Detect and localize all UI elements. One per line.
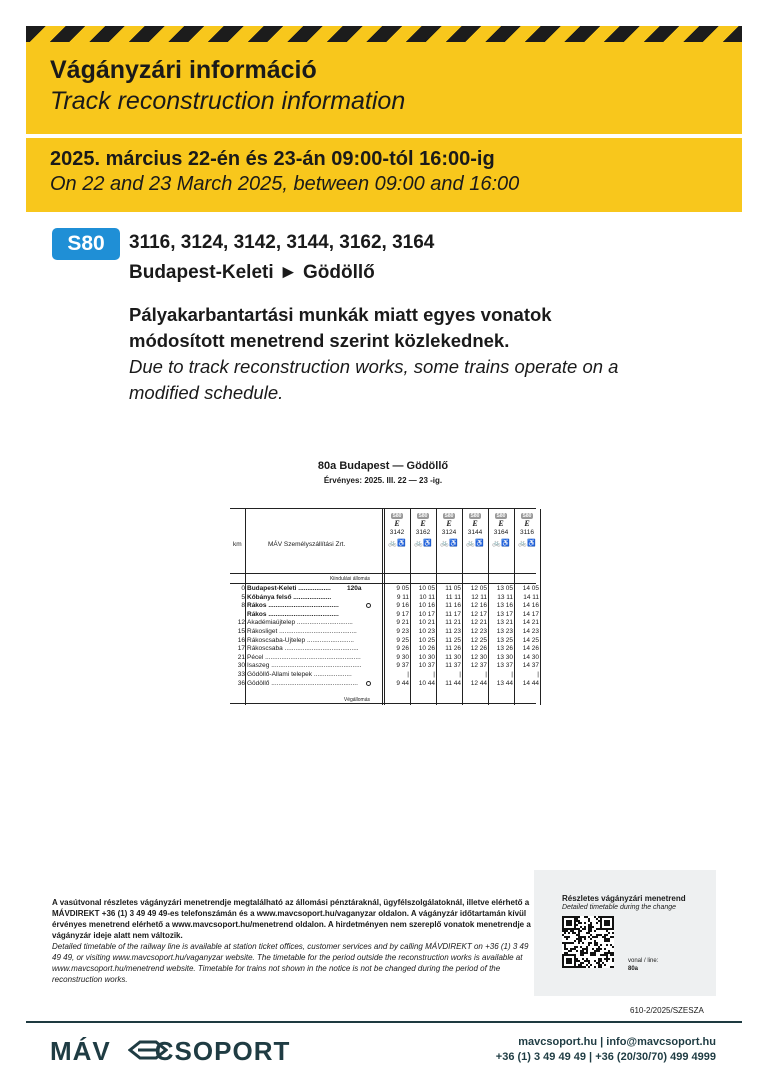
table-hline <box>230 583 536 584</box>
table-row <box>230 653 539 662</box>
row-station: Rákos ....................................... <box>247 610 339 618</box>
table-row <box>230 602 539 610</box>
qr-code[interactable] <box>562 916 614 968</box>
line-value: 80a <box>628 966 639 972</box>
train-column-header <box>462 512 488 551</box>
detail-box-subtitle: Detailed timetable during the change <box>562 904 677 911</box>
row-time: 9 37 <box>396 662 409 670</box>
row-time: 10 26 <box>418 645 435 653</box>
notice-en: Due to track reconstruction works, some trains operate on a modified schedule. <box>129 356 619 403</box>
express-mark: E <box>498 519 504 528</box>
express-mark: E <box>394 519 400 528</box>
table-row <box>230 636 539 645</box>
row-time: 12 44 <box>470 679 487 687</box>
line-label: vonal / line: <box>628 958 659 964</box>
row-time: 14 25 <box>522 636 539 644</box>
line-badge: S80 <box>52 228 120 260</box>
title-en: Track reconstruction information <box>50 87 406 115</box>
table-row <box>230 619 539 627</box>
row-time: 12 05 <box>470 585 487 592</box>
route-direction: Budapest-Keleti ► Gödöllő <box>129 262 375 283</box>
row-time: 13 21 <box>496 619 513 627</box>
express-mark: E <box>446 519 452 528</box>
row-km: 33 <box>237 671 245 678</box>
row-time: 13 05 <box>496 585 513 592</box>
row-time: 13 23 <box>496 628 513 635</box>
row-time: 14 44 <box>522 679 539 687</box>
row-time: 14 30 <box>522 653 539 661</box>
train-number: 3162 <box>415 529 431 536</box>
table-hline <box>230 573 536 574</box>
contact-phone: +36 (1) 3 49 49 49 | +36 (20/30/70) 499 4999 <box>495 1051 716 1063</box>
timetable-title: 80a Budapest — Gödöllő <box>317 460 449 472</box>
title-hu: Vágányzári információ <box>50 56 317 84</box>
bike-accessible-icon: 🚲♿ <box>492 540 510 547</box>
row-time: 12 30 <box>470 653 487 661</box>
timetable <box>230 508 539 704</box>
row-time: 12 17 <box>470 610 487 618</box>
row-station: Isaszeg .................................................. <box>247 662 362 670</box>
train-column-header <box>410 512 436 551</box>
row-time: 11 11 <box>445 593 461 601</box>
train-number: 3144 <box>467 529 483 536</box>
timetable-validity: Érvényes: 2025. III. 22 — 23 -ig. <box>323 476 443 485</box>
row-time: 14 26 <box>522 645 539 653</box>
row-time: 13 37 <box>496 662 513 670</box>
row-time: 10 23 <box>418 628 435 635</box>
train-column-header <box>488 512 514 551</box>
row-time: | <box>537 671 539 678</box>
row-time: 10 05 <box>418 585 435 592</box>
express-mark: E <box>420 519 426 528</box>
end-station-label: Végállomás <box>343 697 370 703</box>
bike-accessible-icon: 🚲♿ <box>466 540 484 547</box>
table-row <box>230 610 539 619</box>
station-circle-icon <box>366 681 371 686</box>
row-time: 12 37 <box>470 662 487 670</box>
date-en: On 22 and 23 March 2025, between 09:00 and 16:00 <box>50 173 520 195</box>
row-time: 11 21 <box>445 619 461 627</box>
row-time: 13 30 <box>496 653 513 661</box>
row-time: 13 16 <box>496 602 513 610</box>
row-time: 10 16 <box>418 602 435 610</box>
train-number: 3142 <box>389 529 405 536</box>
row-km: 16 <box>237 636 245 644</box>
mav-logo <box>50 1036 290 1067</box>
table-row <box>230 593 539 602</box>
company-header: MÁV Személyszállítási Zrt. <box>268 541 346 548</box>
row-station: Akadémiaújtelep ............................... <box>247 619 353 627</box>
row-time: 9 30 <box>396 653 409 661</box>
row-ref: 120a <box>347 585 362 592</box>
row-time: 14 21 <box>522 619 539 627</box>
table-vline <box>540 509 541 705</box>
train-column-header <box>436 512 462 551</box>
row-time: 11 44 <box>445 679 461 687</box>
row-time: 10 30 <box>418 653 435 661</box>
table-row <box>230 671 539 679</box>
row-time: 12 21 <box>470 619 487 627</box>
footer-info-hu: A vasútvonal részletes vágányzári menetrendje megtalálható az állomási pénztáraknál, ügyfélszolgálatoknál, illetve elérhető a MÁVDIREKT +36 (1) 3 49 49 49-es telefonszámán és a www.mavcsoport.hu/vaganyzar oldalon. A vágányzár időtartamán kívül érvényes menetrend elérhető a www.mavcsoport.hu/menetrend oldalon. A hirdetményen nem szereplő vonatok menetrendje a vágányzár ideje alatt nem változik. <box>52 898 531 940</box>
km-header: km <box>233 541 242 548</box>
row-time: 14 16 <box>522 602 539 610</box>
row-time: 9 25 <box>396 636 409 644</box>
row-time: 10 17 <box>418 610 435 618</box>
row-km: 5 <box>241 593 245 601</box>
row-station: Rákos ....................................... <box>247 602 339 610</box>
row-km: 8 <box>241 602 245 610</box>
row-time: | <box>459 671 461 678</box>
row-time: 13 25 <box>496 636 513 644</box>
title-banner <box>26 42 742 134</box>
footer-info-en: Detailed timetable of the railway line is available at station ticket offices, customer services and by calling MÁVDIREKT on +36 (1) 3 49 49 49, or visiting www.mavcsoport.hu/vaganyzar website. The timetable for the period outside the reconstruction works is available at www.mavcsoport.hu/menetrend website. Timetable for trains not shown in the notice is not be changed during the period of the reconstruction works. <box>52 942 529 984</box>
row-time: | <box>433 671 435 678</box>
row-time: 9 21 <box>396 619 409 627</box>
row-time: 11 23 <box>445 628 461 635</box>
row-km: 30 <box>237 662 245 670</box>
row-km: 0 <box>241 585 245 592</box>
contact-web: mavcsoport.hu | info@mavcsoport.hu <box>518 1036 716 1048</box>
detail-box-title: Részletes vágányzári menetrend <box>562 894 686 903</box>
train-label: S80 <box>418 513 428 519</box>
logo-left: MÁV <box>50 1036 111 1066</box>
row-time: 13 17 <box>496 610 513 618</box>
row-time: 9 11 <box>396 593 409 601</box>
train-number: 3124 <box>441 529 457 536</box>
row-time: 11 37 <box>445 662 461 670</box>
row-station: Rákoscsaba-Újtelep .......................... <box>247 636 354 644</box>
table-row <box>230 628 539 636</box>
row-time: 10 37 <box>418 662 435 670</box>
row-time: 11 17 <box>445 610 461 618</box>
logo-right: CSOPORT <box>154 1036 291 1066</box>
row-time: 11 05 <box>445 585 461 592</box>
train-label: S80 <box>444 513 454 519</box>
bike-accessible-icon: 🚲♿ <box>440 540 458 547</box>
row-time: 14 05 <box>522 585 539 592</box>
row-time: 9 26 <box>396 645 409 653</box>
row-station: Gödöllő-Állami telepek ..................... <box>247 671 352 678</box>
row-km: 36 <box>237 679 245 687</box>
row-time: 10 44 <box>418 679 435 687</box>
table-row <box>230 662 539 670</box>
train-column-header <box>384 512 410 551</box>
table-row <box>230 645 539 653</box>
row-time: 13 11 <box>497 593 513 601</box>
row-km: 21 <box>237 653 245 661</box>
row-time: 11 26 <box>445 645 461 653</box>
notice <box>129 302 649 406</box>
row-km: 12 <box>237 619 245 627</box>
table-row <box>230 585 539 593</box>
train-label: S80 <box>496 513 506 519</box>
row-time: 11 30 <box>445 653 461 661</box>
row-time: 13 44 <box>496 679 513 687</box>
row-time: 9 05 <box>396 585 409 592</box>
date-hu: 2025. március 22-én és 23-án 09:00-tól 16:00-ig <box>50 148 495 170</box>
row-station: Rákosliget ........................................... <box>247 628 357 635</box>
row-station: Kőbánya felső ..................... <box>247 593 332 601</box>
start-station-label: Kiindulási állomás <box>329 576 370 582</box>
hazard-stripes <box>26 26 742 42</box>
station-circle-icon <box>366 603 371 608</box>
row-time: | <box>511 671 513 678</box>
row-time: 12 25 <box>470 636 487 644</box>
row-time: 10 11 <box>419 593 435 601</box>
row-time: 9 16 <box>396 602 409 610</box>
row-time: | <box>407 671 409 678</box>
footer-divider <box>26 1021 742 1023</box>
row-time: 9 44 <box>396 679 409 687</box>
logo-mark-icon <box>128 1038 168 1062</box>
row-time: 9 17 <box>396 610 409 618</box>
express-mark: E <box>472 519 478 528</box>
bike-accessible-icon: 🚲♿ <box>414 540 432 547</box>
train-number: 3164 <box>493 529 509 536</box>
train-label: S80 <box>470 513 480 519</box>
row-time: 10 25 <box>418 636 435 644</box>
row-time: 12 11 <box>471 593 487 601</box>
row-time: 11 16 <box>445 602 461 610</box>
train-numbers: 3116, 3124, 3142, 3144, 3162, 3164 <box>129 232 435 253</box>
row-time: 12 26 <box>470 645 487 653</box>
train-column-header <box>514 512 540 551</box>
date-banner <box>26 138 742 212</box>
row-time: | <box>485 671 487 678</box>
bike-accessible-icon: 🚲♿ <box>388 540 406 547</box>
row-km: 15 <box>237 628 245 635</box>
footer-info <box>52 897 532 985</box>
row-time: 14 23 <box>522 628 539 635</box>
row-station: Gödöllő ................................................ <box>247 679 358 687</box>
express-mark: E <box>524 519 530 528</box>
row-time: 11 25 <box>445 636 461 644</box>
notice-hu: Pályakarbantartási munkák miatt egyes vonatok módosított menetrend szerint közlekednek. <box>129 304 552 351</box>
row-km: 17 <box>237 645 245 653</box>
train-label: S80 <box>522 513 532 519</box>
row-time: 14 11 <box>523 593 539 601</box>
train-label: S80 <box>392 513 402 519</box>
row-time: 14 17 <box>522 610 539 618</box>
table-row <box>230 679 539 688</box>
document-code: 610-2/2025/SZESZA <box>630 1006 704 1015</box>
row-time: 12 16 <box>470 602 487 610</box>
row-time: 9 23 <box>396 628 409 635</box>
row-time: 13 26 <box>496 645 513 653</box>
bike-accessible-icon: 🚲♿ <box>518 540 536 547</box>
row-time: 10 21 <box>418 619 435 627</box>
row-time: 12 23 <box>470 628 487 635</box>
row-time: 14 37 <box>522 662 539 670</box>
row-station: Rákoscsaba ......................................... <box>247 645 359 653</box>
train-number: 3116 <box>520 529 534 536</box>
row-station: Pécel ..................................................... <box>247 653 361 661</box>
row-station: Budapest-Keleti .................. <box>247 585 331 592</box>
